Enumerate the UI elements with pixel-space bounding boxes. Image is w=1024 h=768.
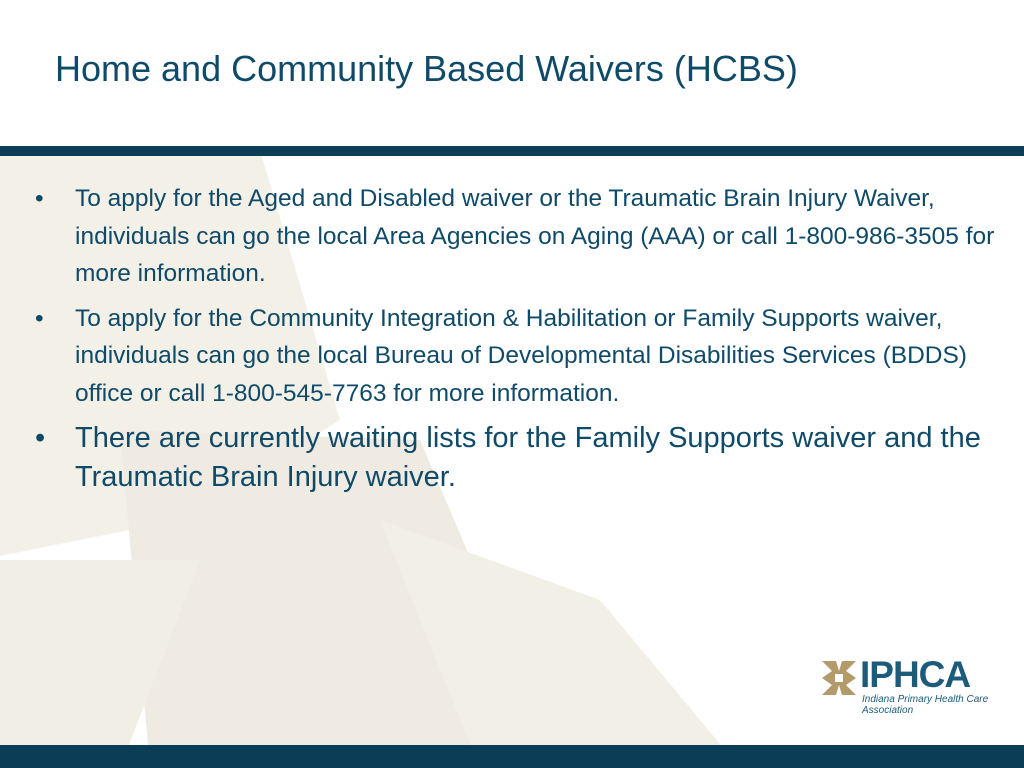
iphca-logo	[822, 654, 992, 720]
bullet-item	[35, 180, 1010, 293]
slide-title: Home and Community Based Waivers (HCBS)	[55, 48, 798, 89]
bullet-marker: •	[35, 185, 44, 212]
bullet-marker: •	[35, 304, 44, 332]
bullet-text: To apply for the Aged and Disabled waiver or the Traumatic Brain Injury Waiver, individuals can go the local Area Agencies on Aging (AAA) or call 1-800-986-3505 for more information.	[75, 185, 995, 287]
logo-mark-icon	[822, 661, 856, 695]
bullet-item	[35, 300, 1010, 413]
bullet-item	[35, 419, 1010, 497]
logo-subtitle: Indiana Primary Health Care Association	[862, 694, 989, 716]
title-divider-bar	[0, 146, 1024, 156]
bullet-marker: •	[35, 422, 46, 454]
logo-wordmark: IPHCA	[860, 654, 971, 695]
bullet-text: There are currently waiting lists for the Family Supports waiver and the Traumatic Brain Injury waiver.	[75, 422, 981, 493]
footer-bar	[0, 745, 1024, 768]
bullet-list	[35, 180, 1010, 497]
bullet-text: To apply for the Community Integration & Habilitation or Family Supports waiver, individuals can go the local Bureau of Developmental Disabilities Services (BDDS) office or call 1-800-545-7763 for more information.	[75, 304, 967, 407]
